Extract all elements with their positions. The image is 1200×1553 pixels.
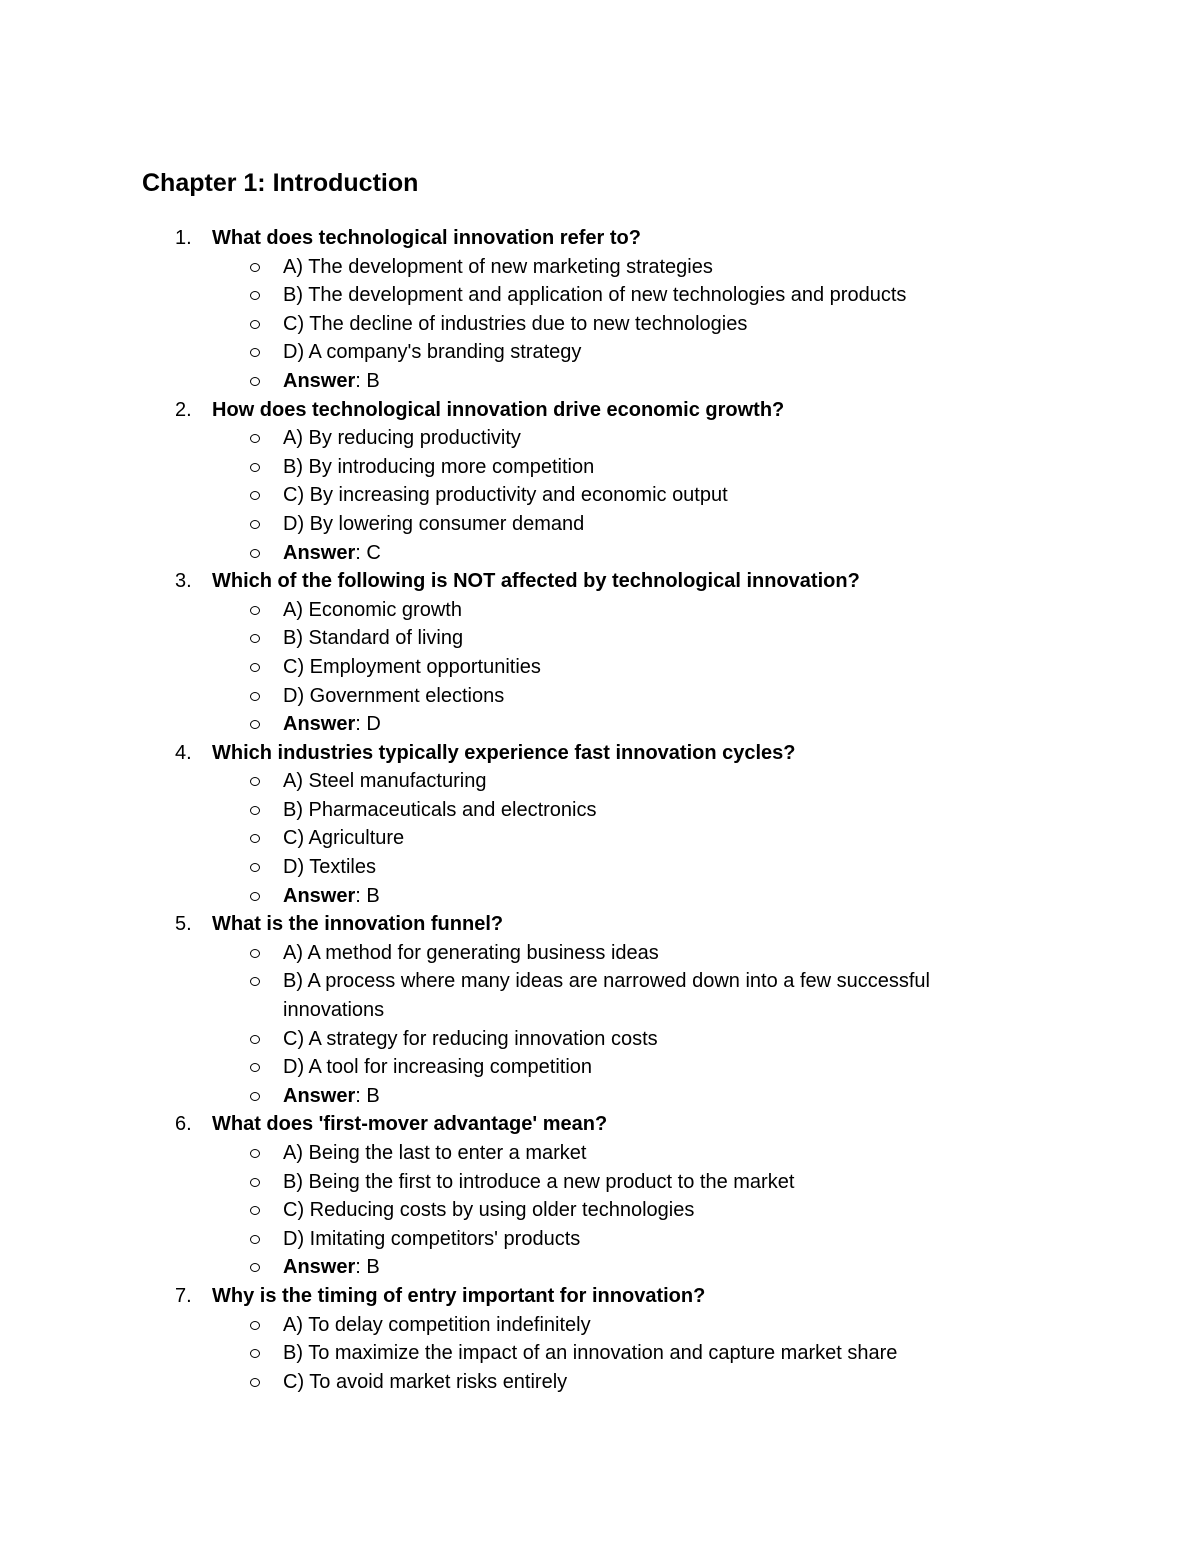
option-list: [0, 1311, 1200, 1397]
option-b: B) By introducing more competition: [0, 453, 1200, 482]
question-4: [0, 739, 1200, 911]
hollow-circle-bullet-icon: [250, 777, 260, 786]
hollow-circle-bullet-icon: [250, 977, 260, 986]
question-list: [0, 224, 1200, 1396]
hollow-circle-bullet-icon: [250, 1035, 260, 1044]
question-text: Which of the following is NOT affected by technological innovation?: [212, 570, 860, 593]
question-header: [0, 396, 1200, 425]
option-list: [0, 596, 1200, 739]
hollow-circle-bullet-icon: [250, 949, 260, 958]
hollow-circle-bullet-icon: [250, 491, 260, 500]
answer: [0, 1253, 1200, 1282]
option-list: [0, 939, 1200, 1111]
question-header: [0, 910, 1200, 939]
option-a: A) Steel manufacturing: [0, 767, 1200, 796]
hollow-circle-bullet-icon: [250, 434, 260, 443]
question-text: What is the innovation funnel?: [212, 913, 504, 936]
option-c: C) To avoid market risks entirely: [0, 1368, 1200, 1397]
answer-value: : B: [355, 1084, 380, 1107]
question-number: 1.: [175, 227, 192, 249]
hollow-circle-bullet-icon: [250, 1063, 260, 1072]
answer-label: Answer: [283, 369, 356, 392]
answer: [0, 539, 1200, 568]
hollow-circle-bullet-icon: [250, 692, 260, 701]
question-1: [0, 224, 1200, 396]
question-2: [0, 396, 1200, 568]
hollow-circle-bullet-icon: [250, 263, 260, 272]
option-d: D) Government elections: [0, 682, 1200, 711]
chapter-title: Chapter 1: Introduction: [142, 169, 419, 197]
hollow-circle-bullet-icon: [250, 1378, 260, 1387]
hollow-circle-bullet-icon: [250, 320, 260, 329]
question-text: Which industries typically experience fast innovation cycles?: [212, 741, 796, 764]
question-number: 5.: [175, 913, 192, 936]
option-a: A) Being the last to enter a market: [0, 1139, 1200, 1168]
hollow-circle-bullet-icon: [250, 549, 260, 558]
question-header: [0, 739, 1200, 768]
hollow-circle-bullet-icon: [250, 1321, 260, 1330]
hollow-circle-bullet-icon: [250, 1149, 260, 1158]
option-c: C) Agriculture: [0, 824, 1200, 853]
hollow-circle-bullet-icon: [250, 520, 260, 529]
hollow-circle-bullet-icon: [250, 834, 260, 843]
answer-value: : C: [355, 541, 381, 564]
hollow-circle-bullet-icon: [250, 806, 260, 815]
answer-label: Answer: [283, 541, 356, 564]
answer-value: : B: [355, 884, 380, 907]
hollow-circle-bullet-icon: [250, 463, 260, 472]
hollow-circle-bullet-icon: [250, 291, 260, 300]
answer-label: Answer: [283, 1084, 356, 1107]
hollow-circle-bullet-icon: [250, 1349, 260, 1358]
option-list: [0, 1139, 1200, 1282]
question-text: Why is the timing of entry important for innovation?: [212, 1284, 706, 1307]
question-number: 2.: [175, 398, 192, 421]
answer-value: : B: [355, 369, 380, 392]
answer: [0, 367, 1200, 396]
question-3: [0, 567, 1200, 739]
hollow-circle-bullet-icon: [250, 1263, 260, 1272]
option-a: A) The development of new marketing strategies: [0, 253, 1200, 282]
option-a: A) By reducing productivity: [0, 424, 1200, 453]
question-header: [0, 224, 1200, 253]
hollow-circle-bullet-icon: [250, 663, 260, 672]
question-number: 3.: [175, 570, 192, 593]
option-d: D) Textiles: [0, 853, 1200, 882]
question-text: What does 'first-mover advantage' mean?: [212, 1113, 608, 1136]
hollow-circle-bullet-icon: [250, 1235, 260, 1244]
option-b: B) Pharmaceuticals and electronics: [0, 796, 1200, 825]
option-b: B) A process where many ideas are narrowed down into a few successful innovations: [0, 967, 983, 1024]
answer: [0, 710, 1200, 739]
hollow-circle-bullet-icon: [250, 1206, 260, 1215]
answer-value: : B: [355, 1256, 380, 1279]
option-d: D) A tool for increasing competition: [0, 1053, 1200, 1082]
hollow-circle-bullet-icon: [250, 1178, 260, 1187]
option-d: D) By lowering consumer demand: [0, 510, 1200, 539]
answer-label: Answer: [283, 884, 356, 907]
question-text: How does technological innovation drive economic growth?: [212, 398, 785, 421]
answer: [0, 1082, 1200, 1111]
hollow-circle-bullet-icon: [250, 863, 260, 872]
option-c: C) Reducing costs by using older technologies: [0, 1196, 1200, 1225]
option-a: A) A method for generating business ideas: [0, 939, 1200, 968]
answer: [0, 882, 1200, 911]
option-b: B) The development and application of new technologies and products: [0, 281, 1200, 310]
option-d: D) Imitating competitors' products: [0, 1225, 1200, 1254]
hollow-circle-bullet-icon: [250, 634, 260, 643]
option-c: C) By increasing productivity and economic output: [0, 481, 1200, 510]
option-a: A) To delay competition indefinitely: [0, 1311, 1200, 1340]
option-c: C) Employment opportunities: [0, 653, 1200, 682]
question-header: [0, 1282, 1200, 1311]
option-list: [0, 767, 1200, 910]
question-number: 7.: [175, 1284, 192, 1307]
option-b: B) To maximize the impact of an innovation and capture market share: [0, 1339, 1200, 1368]
hollow-circle-bullet-icon: [250, 892, 260, 901]
option-list: [0, 253, 1200, 396]
question-number: 4.: [175, 741, 192, 764]
option-list: [0, 424, 1200, 567]
hollow-circle-bullet-icon: [250, 348, 260, 357]
option-c: C) The decline of industries due to new technologies: [0, 310, 1200, 339]
answer-label: Answer: [283, 1256, 356, 1279]
option-b: B) Being the first to introduce a new product to the market: [0, 1168, 1200, 1197]
option-d: D) A company's branding strategy: [0, 338, 1200, 367]
question-6: [0, 1110, 1200, 1282]
question-5: [0, 910, 1200, 1110]
hollow-circle-bullet-icon: [250, 377, 260, 386]
hollow-circle-bullet-icon: [250, 720, 260, 729]
question-header: [0, 1110, 1200, 1139]
answer-value: : D: [355, 713, 381, 736]
hollow-circle-bullet-icon: [250, 606, 260, 615]
hollow-circle-bullet-icon: [250, 1092, 260, 1101]
option-c: C) A strategy for reducing innovation costs: [0, 1025, 1200, 1054]
option-b: B) Standard of living: [0, 624, 1200, 653]
answer-label: Answer: [283, 713, 356, 736]
question-number: 6.: [175, 1113, 192, 1136]
option-a: A) Economic growth: [0, 596, 1200, 625]
question-text: What does technological innovation refer to?: [212, 227, 641, 249]
question-header: [0, 567, 1200, 596]
question-7: [0, 1282, 1200, 1396]
